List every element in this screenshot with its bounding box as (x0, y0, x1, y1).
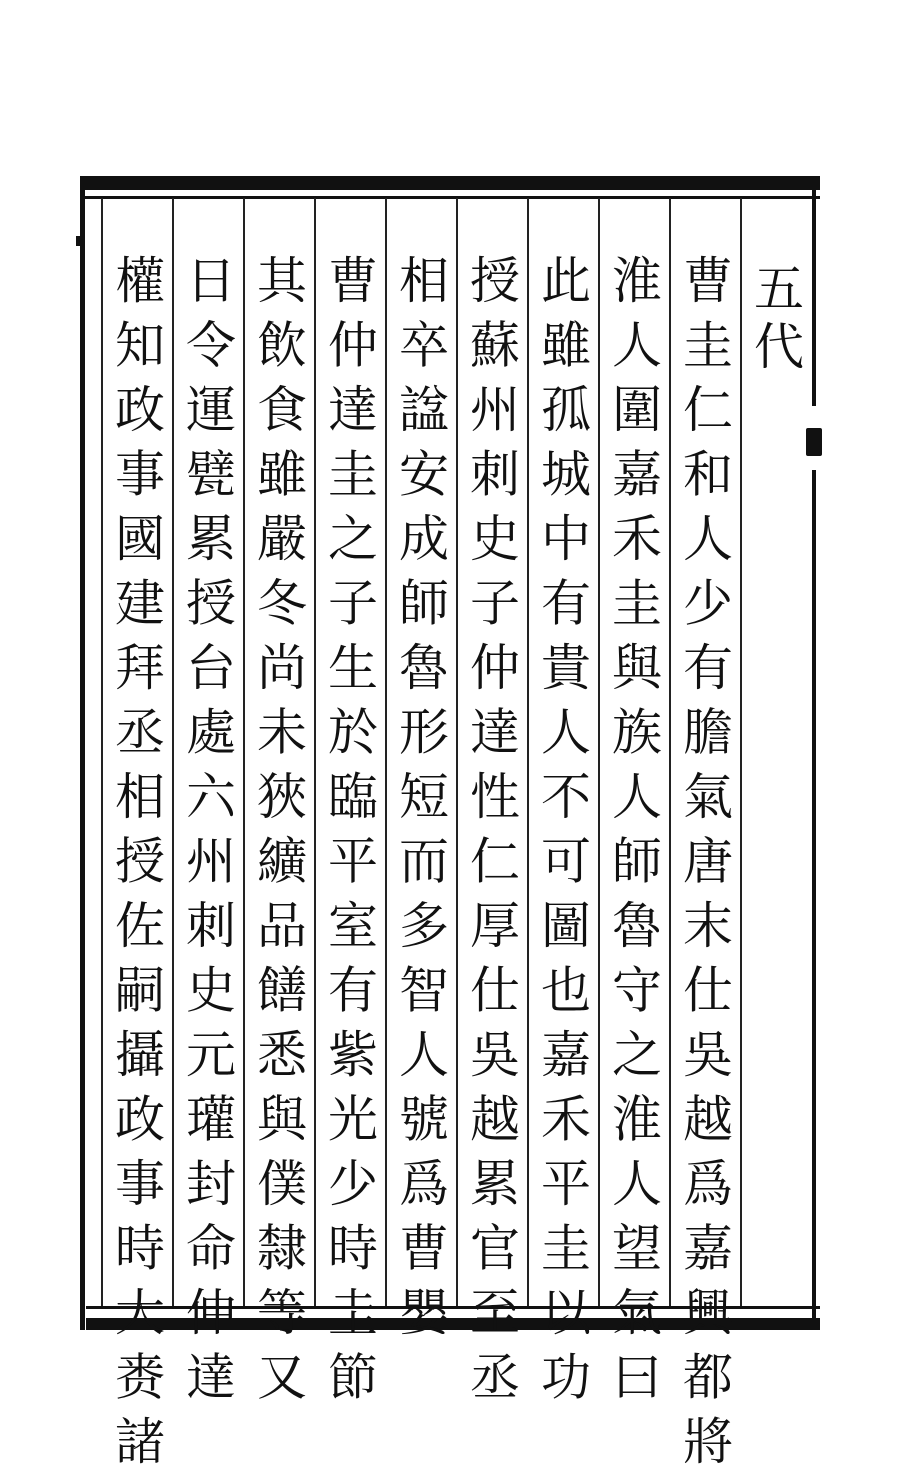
column-text: 淮人圍嘉禾圭與族人師魯守之淮人望氣曰 (604, 254, 662, 1415)
column-text: 權知政事國建拜丞相授佐嗣攝政事時大赉諸 (107, 254, 165, 1480)
column-text: 日令運甓累授台處六州刺史元瓘封命仲達 (178, 254, 236, 1415)
text-column-1 (673, 254, 735, 1480)
column-text: 其飲食雖嚴冬尚未狹纊品饍悉與僕隸等又 (249, 254, 307, 1415)
column-divider (527, 198, 529, 1306)
text-column-5 (389, 254, 451, 1351)
right-border-upper (812, 176, 816, 406)
column-divider (101, 198, 103, 1306)
text-column-9 (105, 254, 167, 1480)
column-divider (385, 198, 387, 1306)
text-column-7 (247, 254, 309, 1415)
text-column-2 (602, 254, 664, 1415)
left-margin-mark (76, 236, 84, 246)
column-text: 相卒諡安成師魯形短而多智人號爲曹嬰 (391, 254, 449, 1351)
column-text: 曹仲達圭之子生於臨平室有紫光少時圭節 (320, 254, 378, 1415)
text-column-6 (318, 254, 380, 1415)
column-divider (172, 198, 174, 1306)
right-border-lower (812, 470, 816, 1320)
section-heading (744, 262, 806, 382)
section-heading-text: 五代 (746, 262, 804, 378)
column-divider (740, 198, 742, 1306)
column-text: 授蘇州刺史子仲達性仁厚仕吳越累官至丞 (462, 254, 520, 1415)
column-divider (314, 198, 316, 1306)
column-text: 曹圭仁和人少有膽氣唐末仕吳越爲嘉興都將 (675, 254, 733, 1480)
text-column-3 (531, 254, 593, 1415)
text-column-8 (176, 254, 238, 1415)
text-column-4 (460, 254, 522, 1415)
column-divider (669, 198, 671, 1306)
left-border (80, 176, 85, 1330)
top-border-thick (80, 176, 820, 190)
column-divider (456, 198, 458, 1306)
fishtail-mark (806, 428, 822, 456)
top-border-thin (80, 196, 820, 199)
column-divider (598, 198, 600, 1306)
column-text: 此雖孤城中有貴人不可圖也嘉禾平圭以功 (533, 254, 591, 1415)
column-divider (243, 198, 245, 1306)
